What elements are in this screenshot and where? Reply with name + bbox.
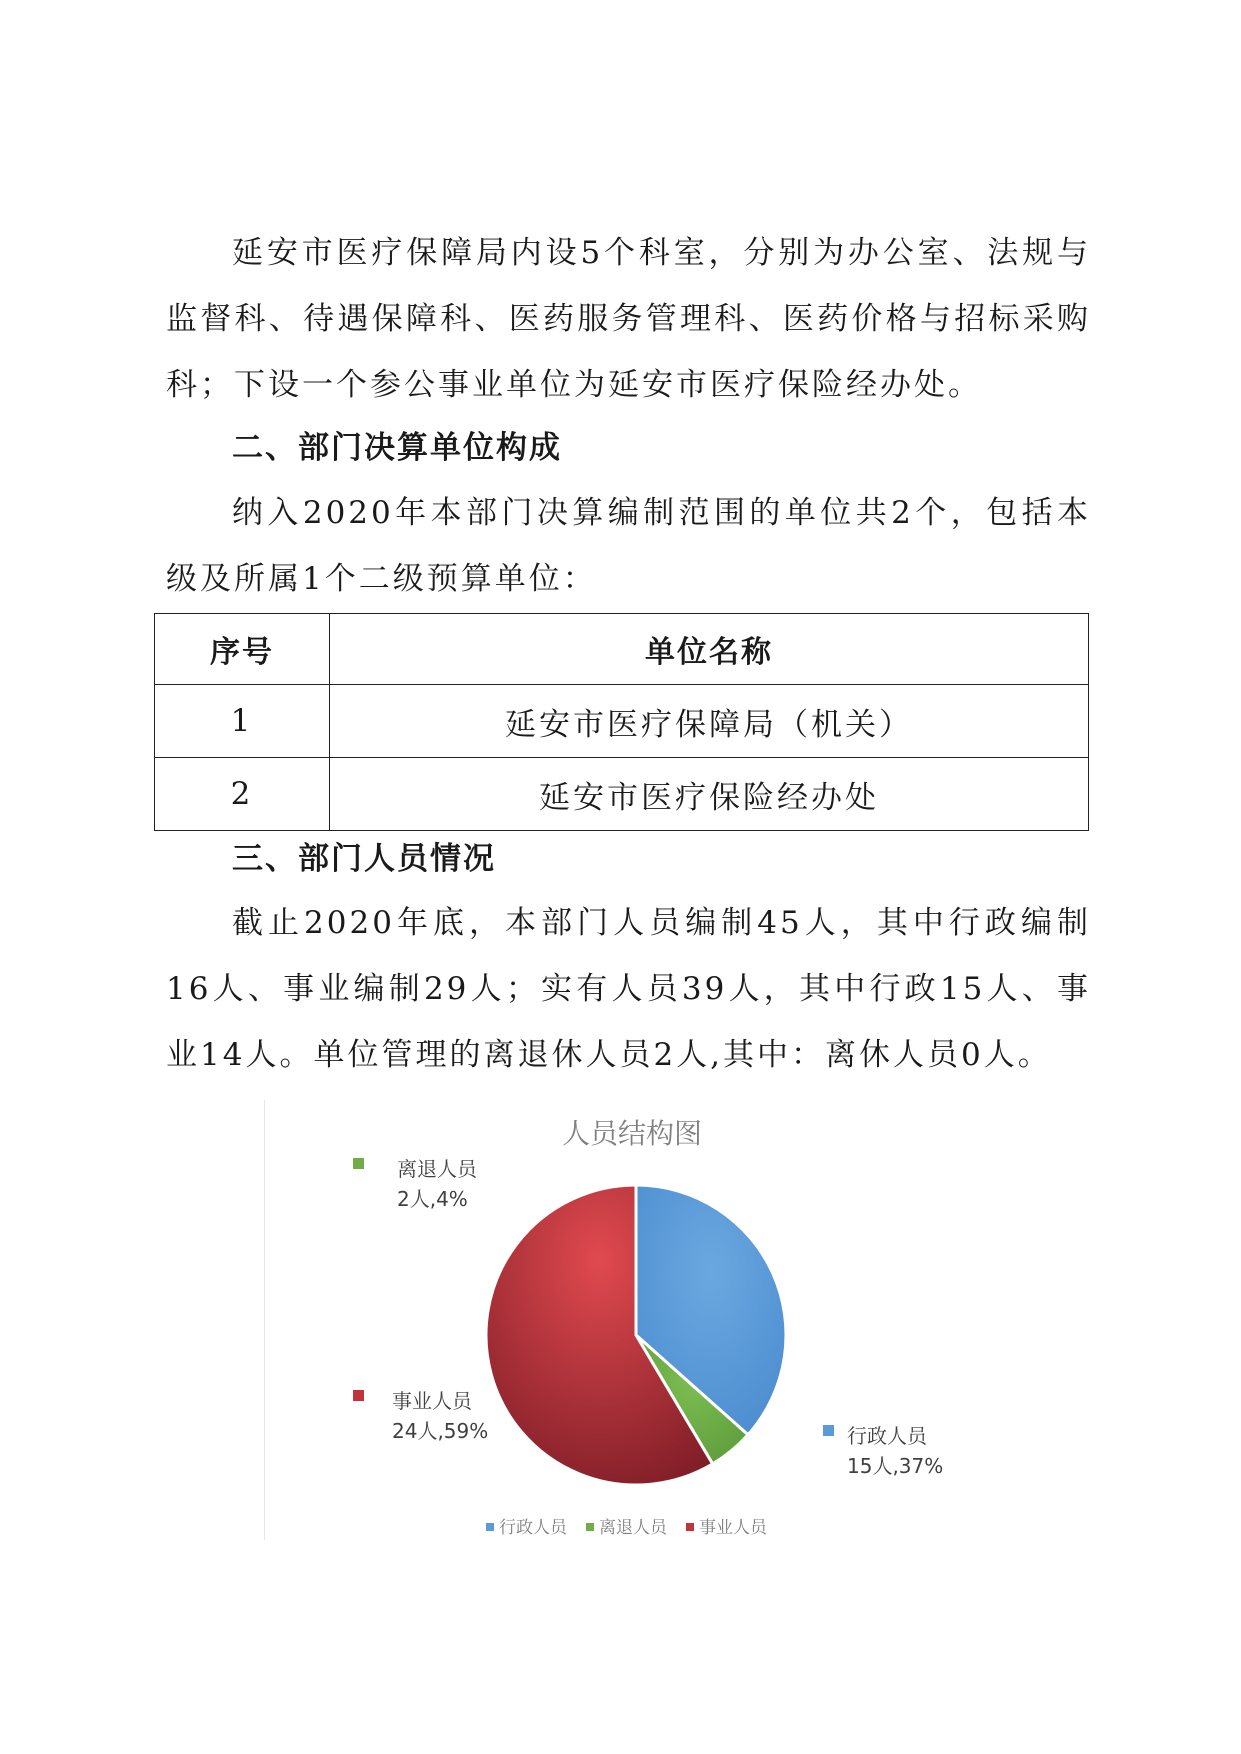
- data-label-value: 24人,59%: [392, 1419, 489, 1443]
- cell-seq: 1: [155, 685, 330, 758]
- cell-unit-name: 延安市医疗保障局（机关）: [330, 685, 1089, 758]
- intro-paragraph: 延安市医疗保障局内设5个科室，分别为办公室、法规与监督科、待遇保障科、医药服务管理科、医药价格与招标采购科；下设一个参公事业单位为延安市医疗保险经办处。: [166, 235, 1091, 403]
- data-label-marker: [353, 1158, 364, 1169]
- unit-table: [154, 613, 1089, 831]
- table-row: [155, 758, 1089, 831]
- legend-marker: [686, 1523, 694, 1531]
- data-label-category: 行政人员: [847, 1424, 927, 1448]
- staff-structure-pie-chart: [262, 1100, 982, 1550]
- column-header-unit-name: 单位名称: [330, 614, 1089, 685]
- table-row: [155, 685, 1089, 758]
- data-label-category: 事业人员: [392, 1389, 472, 1413]
- legend-entry: 行政人员: [499, 1518, 567, 1538]
- legend-marker: [486, 1523, 494, 1531]
- chart-title: 人员结构图: [561, 1117, 703, 1150]
- section-heading-staff: 三、部门人员情况: [232, 841, 496, 877]
- data-label-value: 15人,37%: [847, 1454, 944, 1478]
- legend-entry: 离退人员: [599, 1518, 667, 1538]
- cell-unit-name: 延安市医疗保险经办处: [330, 758, 1089, 831]
- data-label-marker: [353, 1390, 364, 1401]
- section-heading-units: 二、部门决算单位构成: [232, 430, 562, 466]
- cell-seq: 2: [155, 758, 330, 831]
- legend-entry: 事业人员: [699, 1518, 767, 1538]
- scope-paragraph: 纳入2020年本部门决算编制范围的单位共2个，包括本级及所属1个二级预算单位：: [166, 495, 1091, 597]
- table-header-row: [155, 614, 1089, 685]
- data-label-marker: [823, 1425, 834, 1436]
- column-header-seq: 序号: [155, 614, 330, 685]
- data-label-value: 2人,4%: [397, 1187, 468, 1211]
- data-label-category: 离退人员: [397, 1157, 477, 1181]
- staff-paragraph: 截止2020年底，本部门人员编制45人，其中行政编制16人、事业编制29人；实有人员39人，其中行政15人、事业14人。单位管理的离退休人员2人,其中：离休人员0人。: [166, 905, 1091, 1073]
- legend-marker: [586, 1523, 594, 1531]
